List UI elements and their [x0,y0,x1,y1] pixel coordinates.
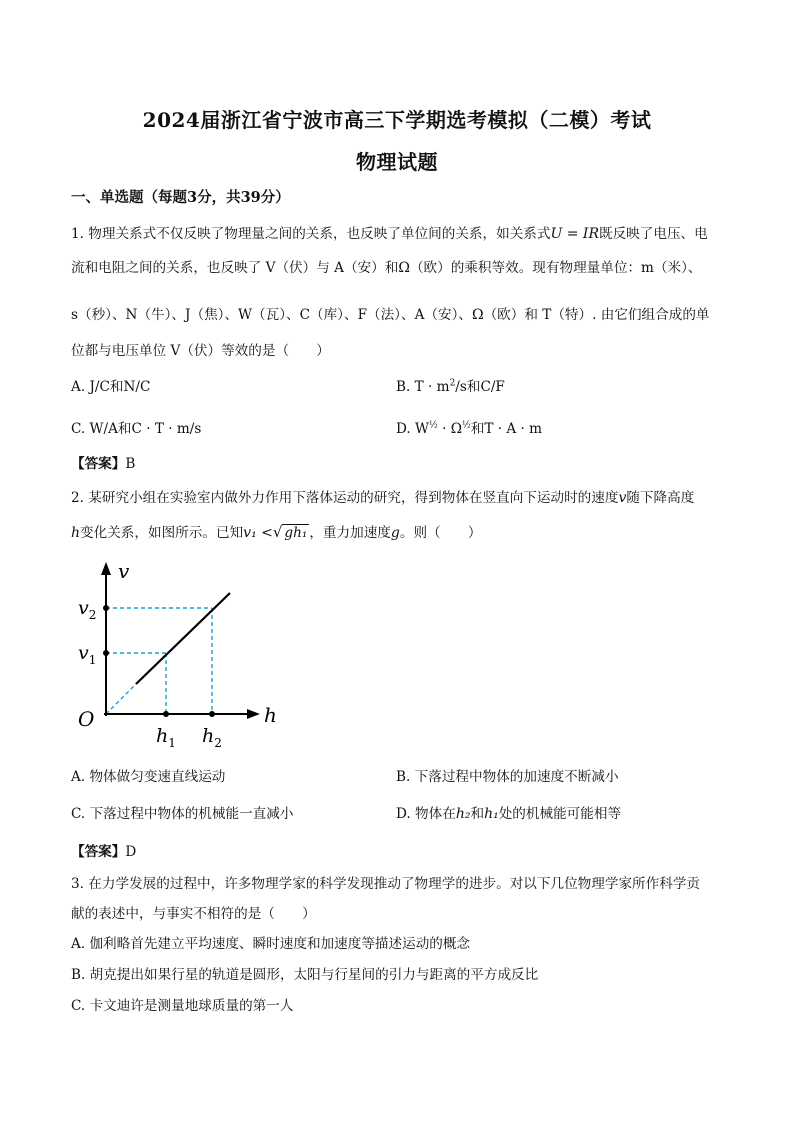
option-text: D. 物体在 [396,806,456,822]
tick-label-h1: $h_1$ [156,725,176,750]
tick-label-v2: $v_2$ [78,597,97,622]
q2-text: ，重力加速度 [309,525,391,541]
option-text: D. W [396,421,430,437]
q1-answer [71,454,135,474]
q1-line-1 [71,224,708,244]
x-axis-arrow [247,709,260,719]
var-h1: h₁ [484,806,499,822]
q1-text: （欧）和 T（特）. 由它们组合成的单 [483,307,710,323]
dash-origin-extension [106,684,136,714]
q1-option-a[interactable]: A. J/C和N/C [71,379,151,395]
var-h2: h₂ [455,806,471,822]
q2-option-d[interactable] [396,804,621,824]
point-v1 [103,650,109,656]
q1-text: （欧）的乘积等效。现有物理量单位：m（米）、 [409,260,702,276]
var-v: v [618,490,627,506]
q2-text: 2. 某研究小组在实验室内做外力作用下落体运动的研究，得到物体在竖直向下运动时的速度 [71,490,619,506]
omega-symbol: Ω [471,307,484,323]
origin-label: O [78,707,95,731]
option-text: 和 [470,806,485,822]
tick-label-h2: $h_2$ [202,725,222,750]
q1-text: 1. 物理关系式不仅反映了物理量之间的关系，也反映了单位间的关系，如关系式 [71,226,551,242]
q3-option-c[interactable]: C. 卡文迪许是测量地球质量的第一人 [71,998,294,1014]
exam-subtitle: 物理试题 [356,150,438,174]
q2-answer [71,842,136,862]
q2-option-c[interactable]: C. 下落过程中物体的机械能一直减小 [71,806,294,822]
q1-line-4: 位都与电压单位 V（伏）等效的是（ ） [71,343,330,359]
q1-text: s（秒）、N（牛）、J（焦）、W（瓦）、C（库）、F（法）、A（安）、 [71,307,472,323]
q2-text: 变化关系，如图所示。已知 [80,525,244,541]
q2-line-1 [71,488,694,508]
q1-formula: U = IR [550,226,599,242]
var-g: g [390,525,400,541]
q2-option-a[interactable]: A. 物体做匀变速直线运动 [71,769,226,785]
superscript: 2 [449,378,456,389]
option-text: B. T · m [396,379,450,395]
q3-option-a[interactable]: A. 伽利略首先建立平均速度、瞬时速度和加速度等描述运动的概念 [71,936,471,952]
answer-value: B [125,456,136,472]
omega-symbol: Ω [398,260,410,276]
q1-text: 流和电阻之间的关系，也反映了 V（伏）与 A（安）和 [71,260,399,276]
q3-line-2: 献的表述中，与事实不相符的是（ ） [71,906,316,922]
exam-title: 2024届浙江省宁波市高三下学期选考模拟（二模）考试 [142,108,652,132]
condition-lhs: v₁ < [243,525,273,541]
option-text: /s和C/F [455,379,505,395]
var-h: h [71,525,81,541]
answer-label: 【答案】 [71,456,126,472]
q1-option-b[interactable] [396,377,505,397]
q1-line-3 [71,305,710,325]
axis-label-x: h [264,703,277,727]
v-h-graph [70,556,290,756]
q2-text: 随下降高度 [626,490,695,506]
q2-line-2: h变化关系，如图所示。已知v₁ <√ gh₁ ，重力加速度g。则（ ） [71,523,482,541]
condition-radicand: gh₁ [284,525,308,541]
option-text: 和T · A · m [470,421,543,437]
q1-line-2 [71,258,702,278]
q2-option-b[interactable]: B. 下落过程中物体的加速度不断减小 [396,769,619,785]
option-text: · Ω [437,421,462,437]
q1-text: 既反映了电压、电 [599,226,708,242]
q1-option-d[interactable] [396,419,542,439]
superscript: ½ [429,420,438,431]
y-axis-arrow [101,562,111,575]
answer-label: 【答案】 [71,844,126,860]
superscript: ½ [462,420,471,431]
q1-option-c[interactable]: C. W/A和C · T · m/s [71,421,202,437]
point-h2 [209,711,215,717]
q3-line-1: 3. 在力学发展的过程中，许多物理学家的科学发现推动了物理学的进步。对以下几位物理学家所作科学贡 [71,876,701,892]
v-h-line [136,593,230,684]
option-text: 处的机械能可能相等 [498,806,622,822]
q3-option-b[interactable]: B. 胡克提出如果行星的轨道是圆形，太阳与行星间的引力与距离的平方成反比 [71,967,539,983]
tick-label-v1: $v_1$ [78,642,97,667]
point-v2 [103,605,109,611]
point-h1 [163,711,169,717]
axis-label-y: v [118,559,130,583]
q2-text: 。则（ ） [399,525,482,541]
answer-value: D [125,844,137,860]
section-heading: 一、单选题（每题3分，共39分） [71,189,290,206]
